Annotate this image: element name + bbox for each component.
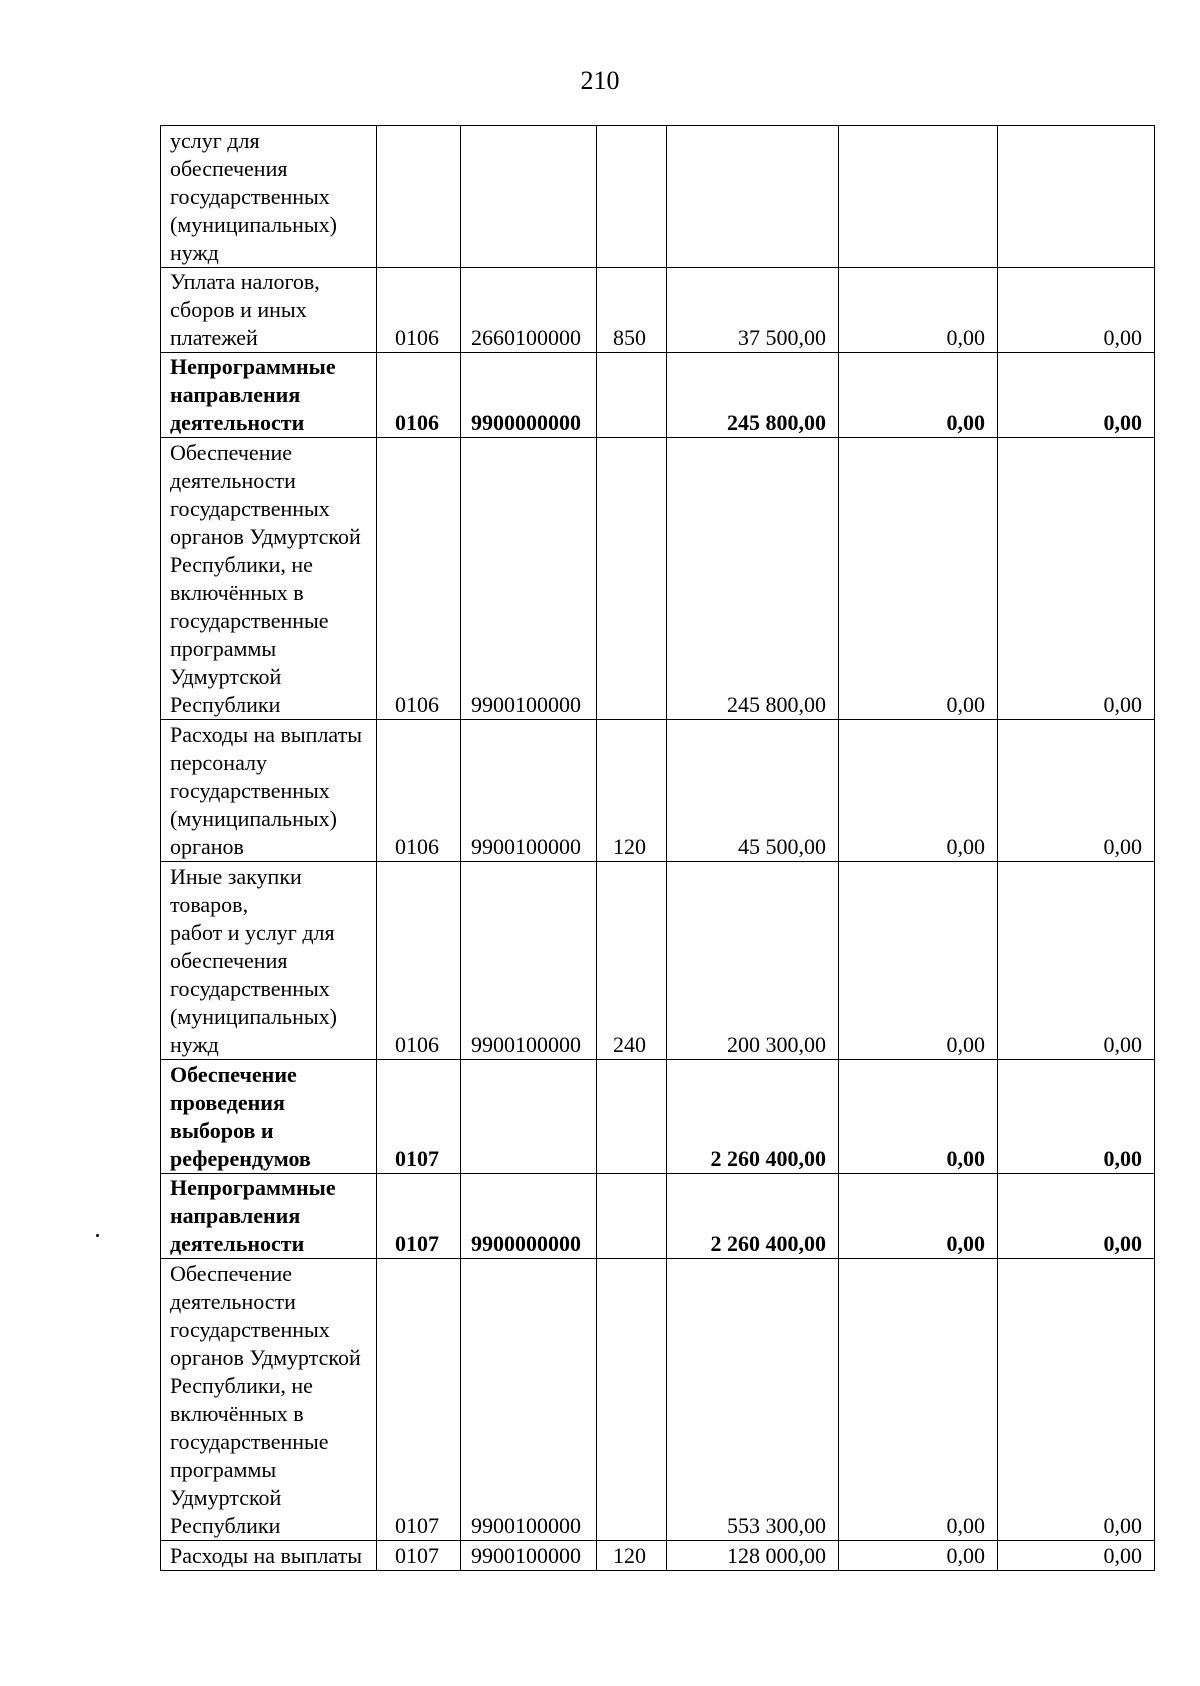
expense-type-cell: 240 bbox=[597, 862, 667, 1060]
expense-name-cell: Обеспечение деятельности государственных органов Удмуртской Республики, не включённых в государственные программы Удмуртской Республики bbox=[161, 438, 377, 720]
amount-cell: 245 800,00 bbox=[667, 353, 839, 438]
amount-cell: 2 260 400,00 bbox=[667, 1174, 839, 1259]
expense-name-cell: Обеспечение деятельности государственных органов Удмуртской Республики, не включённых в государственные программы Удмуртской Республики bbox=[161, 1259, 377, 1541]
section-code-cell: 0107 bbox=[377, 1174, 461, 1259]
amount-cell: 200 300,00 bbox=[667, 862, 839, 1060]
expense-type-cell bbox=[597, 1174, 667, 1259]
section-code-cell bbox=[377, 126, 461, 268]
amount-cell: 0,00 bbox=[998, 1174, 1155, 1259]
amount-cell: 0,00 bbox=[839, 1259, 998, 1541]
amount-cell: 0,00 bbox=[839, 268, 998, 353]
amount-cell: 245 800,00 bbox=[667, 438, 839, 720]
expense-name-cell: Непрограммные направления деятельности bbox=[161, 1174, 377, 1259]
amount-cell bbox=[667, 126, 839, 268]
expense-name-cell: услуг для обеспечения государственных (муниципальных) нужд bbox=[161, 126, 377, 268]
target-article-cell: 9900100000 bbox=[461, 862, 597, 1060]
expense-name-cell: Расходы на выплаты персоналу государственных (муниципальных) органов bbox=[161, 720, 377, 862]
amount-cell bbox=[839, 126, 998, 268]
amount-cell: 0,00 bbox=[998, 268, 1155, 353]
section-code-cell: 0106 bbox=[377, 438, 461, 720]
table-row bbox=[161, 1060, 1155, 1174]
amount-cell: 0,00 bbox=[998, 353, 1155, 438]
section-code-cell: 0107 bbox=[377, 1060, 461, 1174]
expense-type-cell bbox=[597, 353, 667, 438]
amount-cell: 0,00 bbox=[998, 1541, 1155, 1571]
expense-type-cell: 120 bbox=[597, 720, 667, 862]
expense-name-cell: Уплата налогов, сборов и иных платежей bbox=[161, 268, 377, 353]
amount-cell: 0,00 bbox=[839, 1174, 998, 1259]
amount-cell: 37 500,00 bbox=[667, 268, 839, 353]
budget-table-body bbox=[161, 126, 1155, 1571]
scan-speck bbox=[96, 1234, 99, 1237]
table-row bbox=[161, 720, 1155, 862]
amount-cell: 0,00 bbox=[839, 1541, 998, 1571]
expense-type-cell: 850 bbox=[597, 268, 667, 353]
budget-table bbox=[160, 125, 1155, 1571]
table-row bbox=[161, 1259, 1155, 1541]
section-code-cell: 0106 bbox=[377, 720, 461, 862]
section-code-cell: 0106 bbox=[377, 268, 461, 353]
amount-cell bbox=[998, 126, 1155, 268]
expense-name-cell: Обеспечение проведения выборов и референдумов bbox=[161, 1060, 377, 1174]
amount-cell: 0,00 bbox=[839, 438, 998, 720]
amount-cell: 0,00 bbox=[839, 1060, 998, 1174]
amount-cell: 0,00 bbox=[998, 862, 1155, 1060]
amount-cell: 0,00 bbox=[998, 1259, 1155, 1541]
amount-cell: 553 300,00 bbox=[667, 1259, 839, 1541]
target-article-cell bbox=[461, 126, 597, 268]
section-code-cell: 0107 bbox=[377, 1541, 461, 1571]
table-row bbox=[161, 353, 1155, 438]
expense-type-cell bbox=[597, 1259, 667, 1541]
section-code-cell: 0106 bbox=[377, 353, 461, 438]
amount-cell: 2 260 400,00 bbox=[667, 1060, 839, 1174]
amount-cell: 0,00 bbox=[839, 720, 998, 862]
expense-type-cell bbox=[597, 1060, 667, 1174]
amount-cell: 0,00 bbox=[998, 720, 1155, 862]
target-article-cell: 9900000000 bbox=[461, 353, 597, 438]
amount-cell: 0,00 bbox=[839, 862, 998, 1060]
amount-cell: 128 000,00 bbox=[667, 1541, 839, 1571]
target-article-cell: 9900100000 bbox=[461, 720, 597, 862]
section-code-cell: 0107 bbox=[377, 1259, 461, 1541]
expense-type-cell bbox=[597, 438, 667, 720]
table-row bbox=[161, 268, 1155, 353]
expense-type-cell: 120 bbox=[597, 1541, 667, 1571]
table-row bbox=[161, 1174, 1155, 1259]
amount-cell: 45 500,00 bbox=[667, 720, 839, 862]
target-article-cell: 2660100000 bbox=[461, 268, 597, 353]
page-number: 210 bbox=[580, 66, 620, 95]
table-row bbox=[161, 1541, 1155, 1571]
target-article-cell: 9900100000 bbox=[461, 438, 597, 720]
target-article-cell: 9900100000 bbox=[461, 1541, 597, 1571]
expense-name-cell: Расходы на выплаты bbox=[161, 1541, 377, 1571]
table-row bbox=[161, 438, 1155, 720]
target-article-cell: 9900100000 bbox=[461, 1259, 597, 1541]
expense-name-cell: Непрограммные направления деятельности bbox=[161, 353, 377, 438]
target-article-cell: 9900000000 bbox=[461, 1174, 597, 1259]
amount-cell: 0,00 bbox=[998, 1060, 1155, 1174]
table-row bbox=[161, 126, 1155, 268]
target-article-cell bbox=[461, 1060, 597, 1174]
amount-cell: 0,00 bbox=[998, 438, 1155, 720]
amount-cell: 0,00 bbox=[839, 353, 998, 438]
expense-type-cell bbox=[597, 126, 667, 268]
section-code-cell: 0106 bbox=[377, 862, 461, 1060]
expense-name-cell: Иные закупки товаров, работ и услуг для обеспечения государственных (муниципальных) нужд bbox=[161, 862, 377, 1060]
table-row bbox=[161, 862, 1155, 1060]
